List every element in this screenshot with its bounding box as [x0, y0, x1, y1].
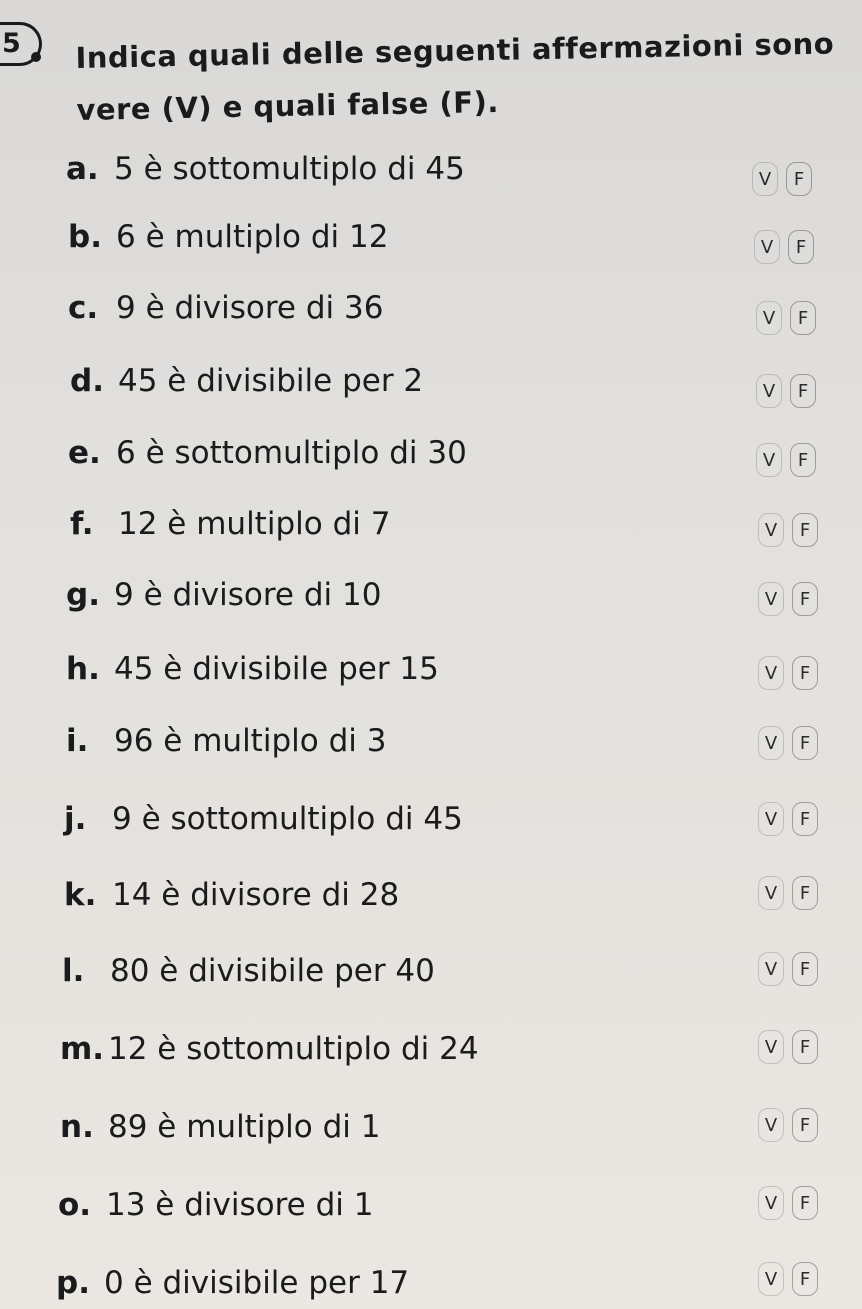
false-option[interactable]: F	[792, 726, 818, 760]
item-statement: 45 è divisibile per 15	[114, 651, 439, 687]
exercise-instruction: Indica quali delle seguenti affermazioni sono vere (V) e quali false (F).	[75, 26, 835, 127]
answer-options-o	[758, 1186, 818, 1220]
item-letter: b.	[68, 219, 102, 255]
true-option[interactable]: V	[752, 162, 778, 196]
item-letter: p.	[56, 1265, 90, 1301]
list-item-l	[62, 946, 435, 996]
true-option[interactable]: V	[754, 230, 780, 264]
item-statement: 5 è sottomultiplo di 45	[114, 151, 465, 187]
false-option[interactable]: F	[792, 1108, 818, 1142]
item-letter: j.	[64, 801, 87, 837]
list-item-b	[68, 212, 388, 262]
false-option[interactable]: F	[792, 656, 818, 690]
false-option[interactable]: F	[792, 513, 818, 547]
false-option[interactable]: F	[792, 1262, 818, 1296]
answer-options-j	[758, 802, 818, 836]
item-letter: f.	[70, 506, 94, 542]
list-item-n	[60, 1102, 380, 1152]
answer-options-h	[758, 656, 818, 690]
false-option[interactable]: F	[792, 1030, 818, 1064]
list-item-p	[56, 1258, 409, 1308]
true-option[interactable]: V	[758, 726, 784, 760]
true-option[interactable]: V	[756, 443, 782, 477]
false-option[interactable]: F	[792, 952, 818, 986]
item-letter: h.	[66, 651, 100, 687]
list-item-i	[66, 716, 386, 766]
item-letter: o.	[58, 1187, 92, 1223]
answer-options-b	[754, 230, 814, 264]
answer-options-m	[758, 1030, 818, 1064]
false-option[interactable]: F	[790, 301, 816, 335]
item-letter: i.	[66, 723, 89, 759]
false-option[interactable]: F	[786, 162, 812, 196]
item-letter: c.	[68, 290, 99, 326]
list-item-k	[64, 870, 399, 920]
list-item-c	[68, 283, 383, 333]
item-letter: e.	[68, 435, 101, 471]
item-letter: g.	[66, 577, 100, 613]
true-option[interactable]: V	[758, 802, 784, 836]
false-option[interactable]: F	[792, 582, 818, 616]
true-option[interactable]: V	[758, 1262, 784, 1296]
item-letter: a.	[66, 151, 99, 187]
list-item-a	[66, 144, 465, 194]
item-letter: d.	[70, 363, 104, 399]
false-option[interactable]: F	[788, 230, 814, 264]
list-item-e	[68, 428, 467, 478]
list-item-o	[58, 1180, 373, 1230]
answer-options-f	[758, 513, 818, 547]
item-statement: 89 è multiplo di 1	[108, 1109, 381, 1145]
item-statement: 0 è divisibile per 17	[104, 1265, 410, 1301]
answer-options-e	[756, 443, 816, 477]
item-statement: 9 è divisore di 36	[116, 290, 384, 326]
item-statement: 9 è sottomultiplo di 45	[112, 801, 463, 837]
list-item-h	[66, 644, 439, 694]
true-option[interactable]: V	[758, 1186, 784, 1220]
true-option[interactable]: V	[758, 1030, 784, 1064]
item-letter: l.	[62, 953, 85, 989]
false-option[interactable]: F	[790, 443, 816, 477]
true-option[interactable]: V	[758, 656, 784, 690]
false-option[interactable]: F	[792, 876, 818, 910]
exercise-number: 5	[0, 22, 42, 66]
false-option[interactable]: F	[792, 802, 818, 836]
list-item-d	[70, 356, 423, 406]
item-statement: 12 è multiplo di 7	[118, 506, 391, 542]
item-statement: 9 è divisore di 10	[114, 577, 382, 613]
answer-options-n	[758, 1108, 818, 1142]
list-item-f	[70, 499, 390, 549]
item-statement: 14 è divisore di 28	[112, 877, 400, 913]
answer-options-i	[758, 726, 818, 760]
item-statement: 45 è divisibile per 2	[118, 363, 424, 399]
item-statement: 96 è multiplo di 3	[114, 723, 387, 759]
item-letter: n.	[60, 1109, 94, 1145]
answer-options-k	[758, 876, 818, 910]
true-option[interactable]: V	[758, 1108, 784, 1142]
answer-options-g	[758, 582, 818, 616]
answer-options-l	[758, 952, 818, 986]
item-letter: k.	[64, 877, 97, 913]
list-item-g	[66, 570, 381, 620]
item-statement: 12 è sottomultiplo di 24	[108, 1031, 479, 1067]
true-option[interactable]: V	[758, 876, 784, 910]
answer-options-a	[752, 162, 812, 196]
answer-options-p	[758, 1262, 818, 1296]
list-item-j	[64, 794, 463, 844]
true-option[interactable]: V	[756, 374, 782, 408]
true-option[interactable]: V	[758, 582, 784, 616]
item-letter: m.	[60, 1031, 105, 1067]
answer-options-c	[756, 301, 816, 335]
answer-options-d	[756, 374, 816, 408]
item-statement: 6 è sottomultiplo di 30	[116, 435, 467, 471]
item-statement: 6 è multiplo di 12	[116, 219, 389, 255]
list-item-m	[60, 1024, 479, 1074]
item-statement: 13 è divisore di 1	[106, 1187, 374, 1223]
true-option[interactable]: V	[758, 952, 784, 986]
true-option[interactable]: V	[758, 513, 784, 547]
true-option[interactable]: V	[756, 301, 782, 335]
false-option[interactable]: F	[790, 374, 816, 408]
false-option[interactable]: F	[792, 1186, 818, 1220]
item-statement: 80 è divisibile per 40	[110, 953, 435, 989]
